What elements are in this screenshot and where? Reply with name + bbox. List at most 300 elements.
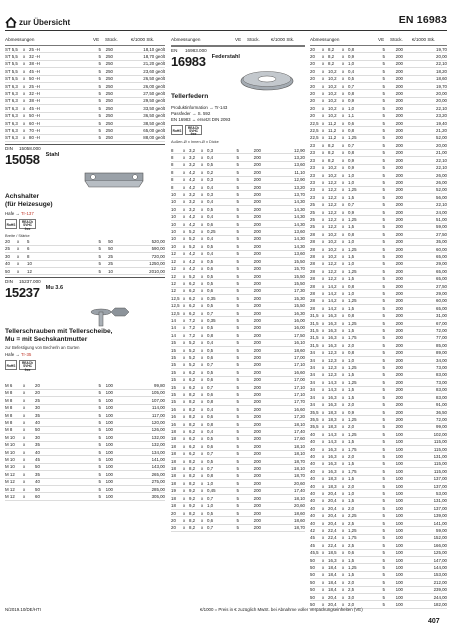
table-cell: 18 [171, 473, 176, 479]
table-cell: 200 [253, 495, 261, 501]
table-cell: 2,0 [348, 424, 355, 430]
table-row [171, 243, 305, 250]
hafe-link[interactable]: Tr-137 [21, 211, 34, 217]
table-cell: 40 [310, 439, 315, 445]
table-cell: 2,0 [348, 483, 355, 489]
table-cell: 1,75 [348, 446, 357, 452]
table-cell: 105,00 [151, 390, 165, 396]
product-number: 16983 [171, 54, 206, 69]
table-cell: 18,70 [294, 473, 305, 479]
table-cell: 5 [382, 113, 385, 119]
hafe-link[interactable]: Tr-35 [21, 352, 32, 358]
table-cell: x [183, 480, 186, 486]
bolt-image [87, 298, 135, 328]
table-cell: 5 [98, 434, 101, 440]
table-cell: x [342, 216, 345, 222]
table-row [5, 61, 165, 68]
table-cell: 35,5 [310, 416, 319, 422]
table-cell: 0,5 [207, 325, 214, 331]
table-row [171, 191, 305, 198]
table-cell: 200 [395, 261, 403, 267]
table-cell: 5 [382, 231, 385, 237]
table-cell: 7,2 [189, 332, 196, 338]
table-cell: 5 [236, 369, 239, 375]
table-cell: 40 [310, 461, 315, 467]
table-cell: 200 [253, 273, 261, 279]
table-cell: x [17, 268, 20, 274]
table-cell: 200 [253, 525, 261, 531]
table-cell: 0,6 [207, 443, 214, 449]
table-cell: 30 [5, 253, 10, 259]
table-cell: 18,10 [294, 466, 305, 472]
table-cell: 200 [253, 362, 261, 368]
table-cell: 285,00 [151, 486, 165, 492]
table-cell: 28 [310, 298, 315, 304]
table-row [310, 276, 447, 283]
table-cell: x [201, 162, 204, 168]
table-cell: x [183, 162, 186, 168]
table-row [171, 377, 305, 384]
table-cell: 100 [395, 587, 403, 593]
passfeder-link[interactable]: Passfeder → S. 592 [171, 111, 211, 116]
table-cell: 0,7 [348, 142, 355, 148]
table-cell: 40 [310, 453, 315, 459]
table-cell: 107,00 [151, 397, 165, 403]
table-row [171, 369, 305, 376]
table-cell: 18,60 [294, 347, 305, 353]
table-cell: 18 [171, 503, 176, 509]
table-cell: x [322, 520, 325, 526]
table-cell: 5 [382, 61, 385, 67]
table-cell: 5 [236, 362, 239, 368]
table-cell: 5 [382, 387, 385, 393]
table-cell: 200 [395, 291, 403, 296]
table-cell: x [183, 273, 186, 279]
table-row [310, 83, 447, 90]
table-cell: 13,20 [294, 184, 305, 190]
table-cell: 14,30 [294, 214, 305, 220]
table-cell: 0,8 [348, 313, 355, 319]
table-cell: 65,00 [436, 305, 447, 311]
table-row [171, 399, 305, 406]
table-cell: 8 [171, 177, 174, 183]
col-stk: Stück. [247, 37, 260, 42]
table-row [171, 251, 305, 258]
table-row [5, 105, 165, 112]
table-cell: 8,2 [189, 458, 196, 464]
table-cell: 200 [395, 365, 403, 371]
table-header [310, 36, 447, 46]
table-cell: 5 [236, 347, 239, 353]
table-cell: 5 [382, 528, 385, 533]
table-cell: 83,00 [436, 394, 447, 400]
table-cell: x [201, 340, 204, 346]
table-cell: 5 [382, 313, 385, 319]
table-cell: x [23, 494, 26, 499]
hafe-line [5, 211, 165, 216]
table-cell: 8,2 [189, 399, 196, 405]
table-cell: 0,6 [207, 354, 214, 360]
table-cell: 8,2 [189, 510, 196, 516]
table-cell: 25 [310, 216, 315, 222]
table-cell: 1,0 [348, 61, 355, 67]
table-cell: x [342, 313, 345, 319]
table-cell: 14,30 [294, 206, 305, 212]
table-cell: x [342, 46, 345, 52]
table-row [5, 253, 165, 260]
table-cell: 5 [98, 128, 101, 134]
table-cell: x [183, 251, 186, 257]
table-cell: 137,00 [433, 476, 447, 482]
table-row [171, 317, 305, 324]
table-cell: x [201, 266, 204, 272]
table-cell: 5 [382, 461, 385, 467]
table-cell: 16,30 [294, 310, 305, 316]
table-row [310, 579, 447, 586]
table-cell: 5 [382, 283, 385, 289]
table-row [171, 199, 305, 206]
table-cell: x [322, 209, 325, 215]
table-cell: x [342, 483, 345, 489]
table-row [310, 372, 447, 379]
table-row [310, 261, 447, 268]
table-row [171, 147, 305, 154]
table-cell: 100 [105, 434, 113, 440]
table-cell: x [183, 317, 186, 323]
home-icon [5, 17, 17, 28]
table-cell: 200 [395, 268, 403, 274]
table-cell: x [201, 317, 204, 323]
table-cell: x [23, 105, 26, 111]
table-cell: 89,00 [436, 350, 447, 356]
table-cell: 5 [382, 513, 385, 519]
col-ve: VE [235, 37, 242, 42]
table-cell: 5,2 [189, 236, 196, 242]
table-row [171, 221, 305, 228]
table-cell: 25 [310, 209, 315, 215]
table-cell: 520,00 [151, 238, 165, 244]
table-cell: 14,30 [294, 221, 305, 227]
table-cell: 100 [105, 449, 113, 455]
table-cell: 5 [382, 394, 385, 400]
table-cell: 0,6 [207, 392, 214, 397]
table-cell: 18,10 [294, 495, 305, 501]
table-cell: x [201, 147, 204, 153]
table-cell: 5 [236, 436, 239, 442]
table-cell: x [23, 479, 26, 485]
table-cell: x [322, 335, 325, 341]
table-cell: 20 [35, 390, 40, 396]
table-row [5, 390, 165, 397]
table-cell: 20,4 [328, 602, 337, 608]
table-cell: 20,00 [436, 91, 447, 97]
table-cell: 14,30 [294, 236, 305, 242]
table-cell: 137,00 [433, 505, 447, 511]
table-cell: 31,5 [310, 328, 319, 334]
table-cell: 1,5 [348, 194, 355, 200]
table-row [5, 98, 165, 105]
table-cell: 5 [98, 46, 101, 52]
table-cell: 20 [310, 113, 315, 119]
table-cell: x [183, 229, 186, 235]
table-cell: x [201, 325, 204, 331]
table-cell: 16,60 [294, 369, 305, 375]
table-cell: 200 [395, 328, 403, 334]
table-row [310, 305, 447, 312]
table-cell: 1,5 [348, 461, 355, 467]
table-cell: x [23, 76, 26, 82]
table-row [171, 414, 305, 421]
table-cell: 18 [171, 466, 176, 472]
col-stk: Stück. [105, 37, 118, 42]
table-cell: 0,4 [207, 340, 214, 346]
table-cell: ST 6,3 [5, 120, 18, 126]
table-cell: 100 [395, 446, 403, 452]
table-cell: 22,5 [310, 128, 319, 134]
table-cell: 10 [171, 214, 176, 220]
product-info-link[interactable]: Produktinformation → Tr-143 [171, 105, 228, 110]
table-cell: 12,2 [328, 209, 337, 215]
table-cell: 5 [382, 187, 385, 193]
table-cell: 5 [98, 54, 101, 59]
table-cell: 20,4 [328, 594, 337, 600]
table-row [310, 216, 447, 223]
table-cell: 5,2 [189, 243, 196, 249]
table-cell: 4,2 [189, 251, 196, 257]
table-cell: 100 [395, 520, 403, 526]
table-cell: 5 [382, 291, 385, 296]
table-cell: 15 [171, 377, 176, 383]
table-row [310, 527, 447, 534]
table-cell: x [201, 510, 204, 516]
table-cell: 1,0 [348, 357, 355, 363]
table-cell: 200 [395, 68, 403, 74]
table-cell: x [183, 243, 186, 249]
table-cell: 117,00 [151, 412, 165, 418]
table-cell: 9,2 [189, 488, 196, 494]
table-cell: x [342, 157, 345, 163]
table-cell: 18,70 geölt [143, 54, 165, 59]
table-row [310, 379, 447, 386]
table-cell: 16,3 [328, 320, 337, 326]
table-cell: 200 [253, 221, 261, 227]
table-row [171, 495, 305, 502]
table-cell: 15 [171, 347, 176, 353]
table-cell: x [201, 517, 204, 523]
table-cell: 10 [108, 268, 113, 274]
table-cell: x [342, 209, 345, 215]
table-cell: x [342, 291, 345, 296]
table-cell: x [342, 372, 345, 378]
table-cell: 200 [395, 187, 403, 193]
table-cell: 50 [310, 557, 315, 563]
table-cell: 244,00 [433, 594, 447, 600]
table-cell: 20 [310, 83, 315, 89]
table-cell: 12 [171, 251, 176, 257]
table-cell: 250 [105, 105, 113, 111]
table-cell: 14,2 [328, 305, 337, 311]
table-cell: 50 [310, 572, 315, 578]
table-cell: x [183, 332, 186, 338]
table-row [310, 476, 447, 483]
table-cell: 100 [395, 550, 403, 556]
table-cell: 4,2 [189, 258, 196, 264]
table-row [171, 451, 305, 458]
table-cell: 50 [35, 427, 40, 433]
table-cell: 18,4 [328, 579, 337, 585]
table-cell: x [183, 236, 186, 242]
table-cell: 18,3 [328, 424, 337, 430]
table-cell: 34 [310, 379, 315, 385]
table-row [310, 105, 447, 112]
table-cell: 5 [98, 464, 101, 470]
table-cell: 15 [171, 369, 176, 375]
table-cell: 0,7 [348, 83, 355, 89]
table-cell: x [342, 335, 345, 341]
table-cell: 200 [395, 283, 403, 289]
table-cell: 5 [98, 449, 101, 455]
table-row [5, 76, 165, 83]
table-cell: 0,6 [207, 517, 214, 523]
table-cell: x [201, 392, 204, 397]
table-cell: 2,5 [348, 587, 355, 593]
product-title-2: Mu = mit Sechskantmutter [5, 336, 88, 344]
table-cell: 12,5 [171, 310, 180, 316]
table-row [310, 564, 447, 571]
table-row [171, 406, 305, 413]
table-cell: x [342, 594, 345, 600]
table-cell: 200 [395, 128, 403, 134]
table-cell: 5 [98, 390, 101, 396]
table-cell: 0,7 [207, 525, 214, 531]
table-cell: 99,00 [436, 424, 447, 430]
table-cell: 250 [105, 91, 113, 97]
table-cell: 60,00 [436, 246, 447, 252]
table-row [310, 179, 447, 186]
table-cell: 200 [395, 142, 403, 148]
table-cell: x [342, 135, 345, 141]
table-cell: 14,2 [328, 291, 337, 296]
table-cell: 200 [395, 416, 403, 422]
table-row [171, 428, 305, 435]
table-row [310, 416, 447, 423]
table-cell: 25 [35, 397, 40, 403]
table-row [310, 120, 447, 127]
table-cell: 34,00 [436, 357, 447, 363]
table-row [171, 266, 305, 273]
table-cell: 14,3 [328, 431, 337, 437]
section-15237 [5, 277, 165, 370]
table-cell: 32 -H [29, 91, 40, 97]
table-cell: 0,5 [207, 436, 214, 442]
table-cell: 5 [382, 157, 385, 163]
table-cell: 28 [310, 291, 315, 296]
table-cell: 20 [171, 517, 176, 523]
section-ref [5, 278, 165, 285]
table-cell: x [201, 192, 204, 198]
table-cell: ST 5,5 [5, 61, 18, 67]
table-cell: x [183, 310, 186, 316]
table-cell: 5 [382, 579, 385, 585]
table-cell: x [23, 83, 26, 89]
table-cell: x [342, 387, 345, 393]
back-to-overview-link[interactable] [5, 15, 70, 29]
table-cell: 11,2 [328, 120, 337, 126]
table-cell: 36,50 geölt [143, 113, 165, 119]
table-cell: 5 [382, 253, 385, 259]
table-cell: 5 [382, 150, 385, 156]
table-cell: 137,00 [433, 483, 447, 489]
table-cell: 50 [35, 464, 40, 470]
table-cell: x [322, 157, 325, 163]
table-cell: 5 [382, 602, 385, 608]
table-cell: 23 [310, 179, 315, 185]
table-cell: 0,7 [207, 362, 214, 368]
table-cell: 250 [105, 113, 113, 119]
table-cell: 0,5 [207, 510, 214, 516]
table-cell: 45 -H [29, 68, 40, 74]
table-cell: x [322, 194, 325, 200]
table-cell: 0,3 [207, 147, 214, 153]
table-cell: x [201, 488, 204, 494]
table-cell: 28 [310, 268, 315, 274]
table-cell: ST 5,5 [5, 68, 18, 74]
ref-number: 16983.000 [185, 48, 207, 53]
table-cell: 65,00 [436, 268, 447, 274]
table-row [5, 493, 165, 500]
table-cell: 0,7 [207, 451, 214, 457]
table-cell: 5 [382, 409, 385, 415]
table-cell: 200 [253, 451, 261, 457]
table-row [310, 209, 447, 216]
table-cell: 17,40 [294, 429, 305, 435]
table-cell: x [322, 379, 325, 385]
table-cell: 99,80 [154, 382, 165, 388]
table-cell: 18,4 [328, 565, 337, 571]
table-cell: 10 [171, 243, 176, 249]
table-cell: 131,00 [433, 498, 447, 504]
table-cell: 200 [395, 350, 403, 356]
table-cell: 5 [236, 510, 239, 516]
table-cell: x [23, 456, 26, 462]
table-cell: 100 [105, 494, 113, 499]
table-cell: x [23, 113, 26, 119]
table-cell: 16,3 [328, 394, 337, 400]
table-row [171, 510, 305, 517]
table-cell: 1,5 [348, 253, 355, 259]
table-cell: x [342, 342, 345, 348]
table-row [310, 253, 447, 260]
table-cell: 200 [395, 165, 403, 171]
table-cell: 17,30 [294, 288, 305, 294]
table-cell: 5 [382, 453, 385, 459]
table-cell: 5 [382, 372, 385, 378]
table-cell: x [322, 202, 325, 208]
table-cell: x [201, 332, 204, 338]
table-cell: 0,8 [348, 91, 355, 97]
table-cell: 73,00 [436, 379, 447, 385]
table-cell: 5 [236, 317, 239, 323]
table-cell: 72,00 [436, 328, 447, 334]
table-cell: 8,2 [189, 414, 196, 420]
table-row [171, 525, 305, 532]
table-cell: 10,2 [328, 231, 337, 237]
table-cell: 0,7 [207, 384, 214, 390]
table-cell: x [342, 105, 345, 111]
table-cell: 0,6 [207, 266, 214, 272]
table-cell: 5 [98, 105, 101, 111]
table-cell: 8,2 [189, 525, 196, 531]
